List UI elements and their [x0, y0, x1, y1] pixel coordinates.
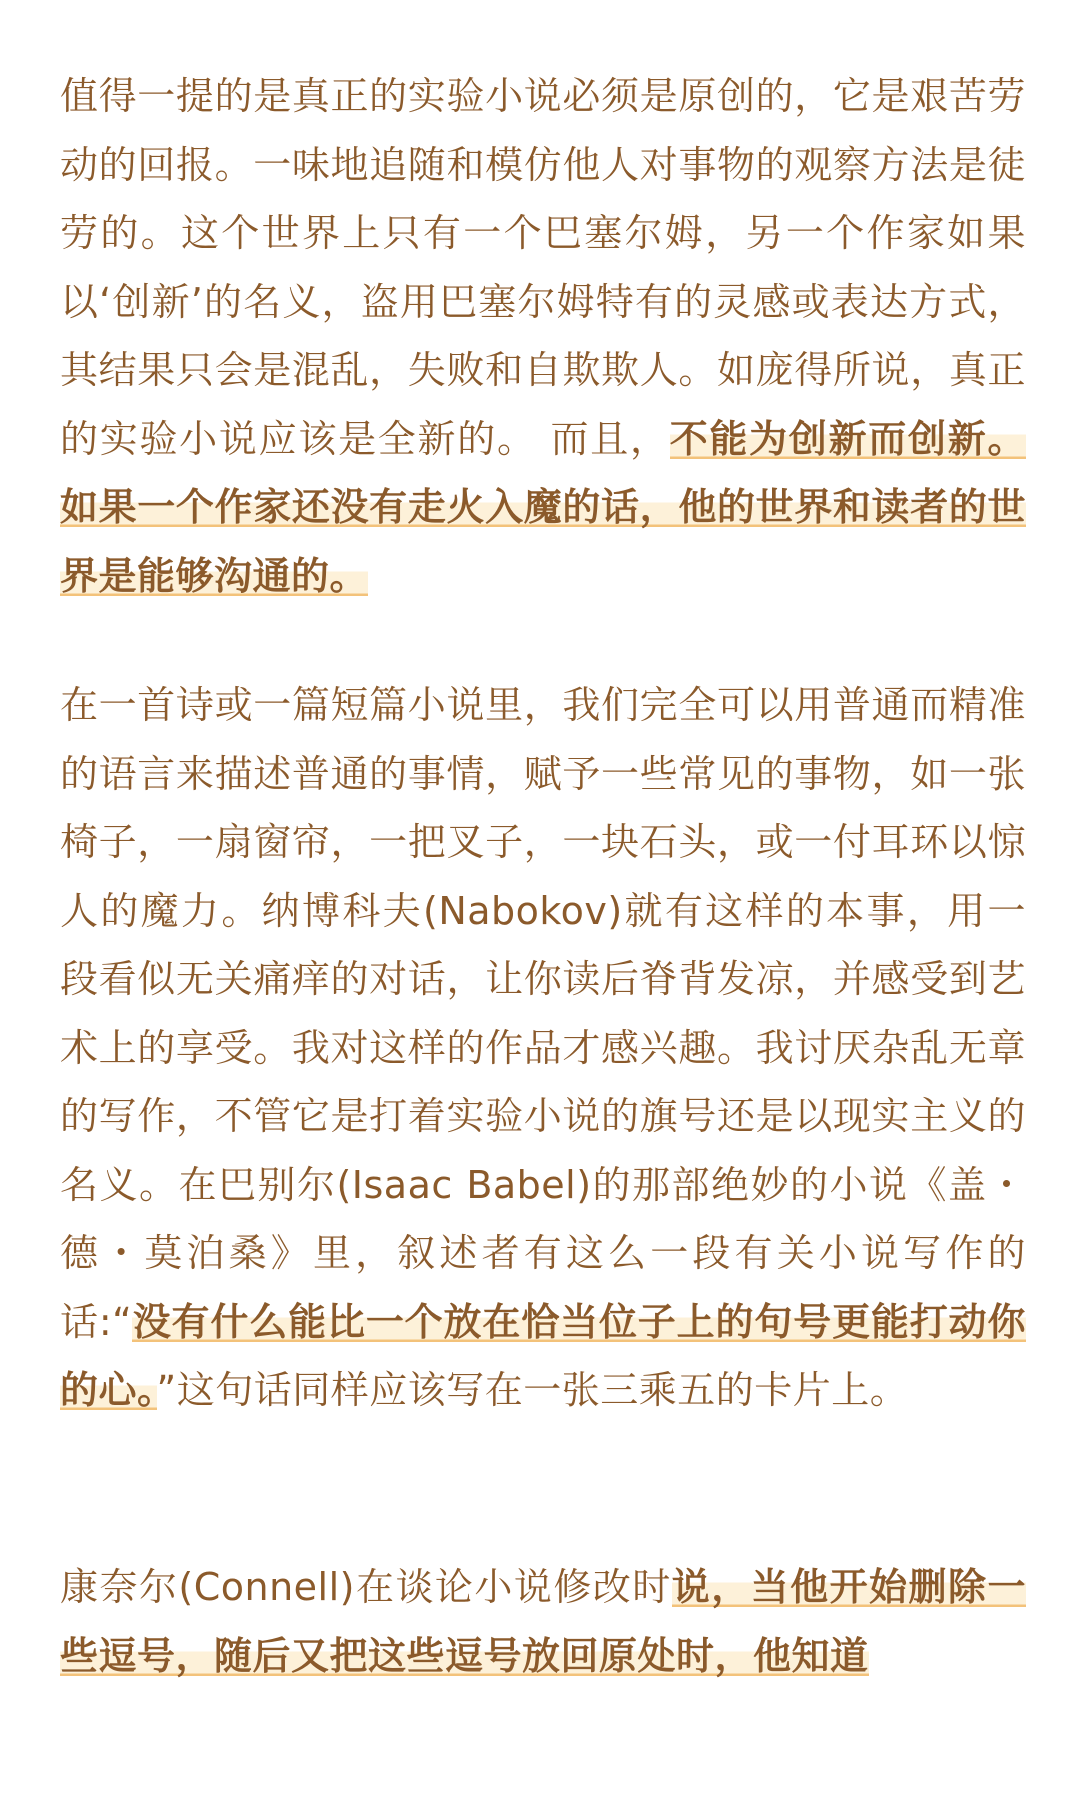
- paragraph-1-highlight[interactable]: 不能为创新而创新。如果一个作家还没有走火入魔的话，他的世界和读者的世界是能够沟通的。: [60, 416, 1026, 598]
- paragraph-3: [60, 1553, 1026, 1690]
- paragraph-3-highlight[interactable]: 说，当他开始删除一些逗号，随后又把这些逗号放回原处时，他知道: [60, 1565, 1026, 1678]
- paragraph-2-text: 在一首诗或一篇短篇小说里，我们完全可以用普通而精准的语言来描述普通的事情，赋予一些常见的事物，如一张椅子，一扇窗帘，一把叉子，一块石头，或一付耳环以惊人的魔力。纳博科夫(Nabokov)就有这样的本事，用一段看似无关痛痒的对话，让你读后脊背发凉，并感受到艺术上的享受。我对这样的作品才感兴趣。我讨厌杂乱无章的写作，不管它是打着实验小说的旗号还是以现实主义的名义。在巴别尔(Isaac Babel)的那部绝妙的小说《盖・德・莫泊桑》里，叙述者有这么一段有关小说写作的话:“: [60, 683, 1026, 1344]
- paragraph-1-text: 值得一提的是真正的实验小说必须是原创的，它是艰苦劳动的回报。一味地追随和模仿他人对事物的观察方法是徒劳的。这个世界上只有一个巴塞尔姆，另一个作家如果以‘创新’的名义，盗用巴塞尔姆特有的灵感或表达方式，其结果只会是混乱，失败和自欺欺人。如庞得所说，真正的实验小说应该是全新的。 而且，: [60, 74, 1026, 461]
- paragraph-2-highlight[interactable]: 没有什么能比一个放在恰当位子上的句号更能打动你的心。: [60, 1299, 1026, 1412]
- paragraph-2-tail: ”这句话同样应该写在一张三乘五的卡片上。: [156, 1368, 909, 1412]
- paragraph-3-text: 康奈尔(Connell)在谈论小说修改时: [60, 1565, 672, 1609]
- paragraph-1: [60, 62, 1026, 610]
- paragraph-2: [60, 671, 1026, 1425]
